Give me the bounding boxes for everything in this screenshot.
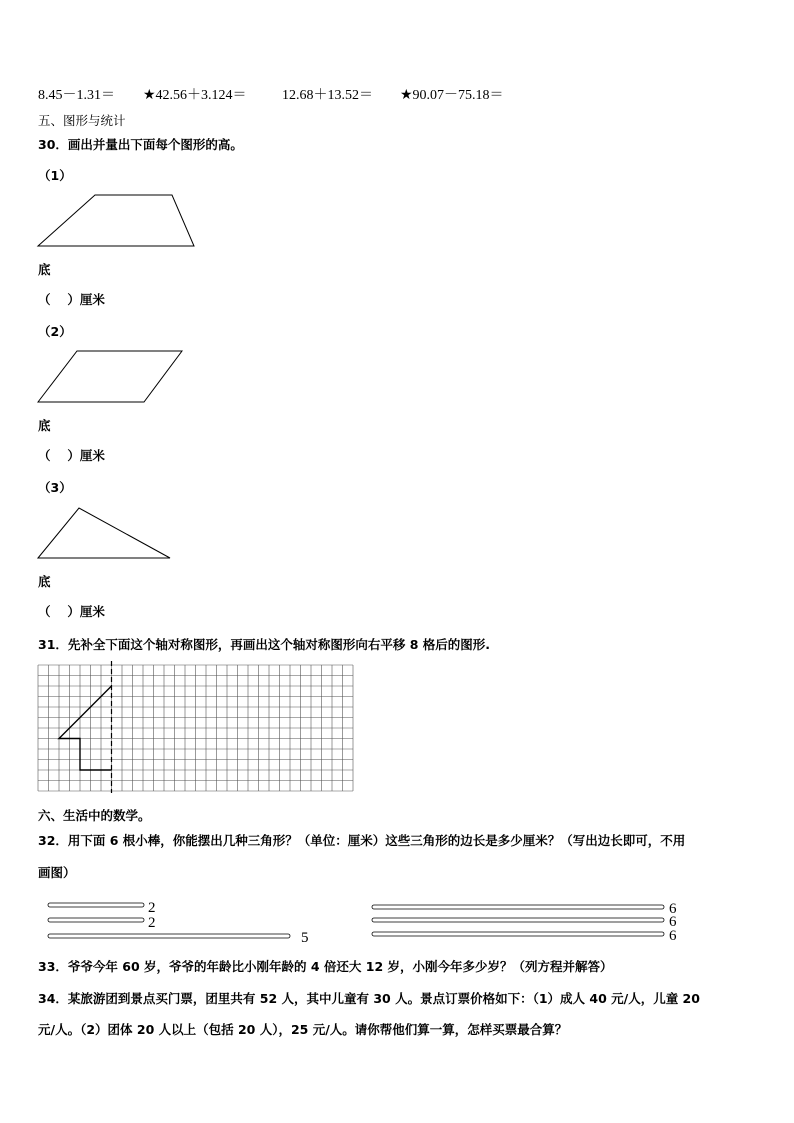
section-five-heading: 五、图形与统计 xyxy=(38,113,126,128)
stick-label-2a: 2 xyxy=(148,900,156,916)
q30-part2-answer[interactable]: （ ）厘米 xyxy=(38,448,105,463)
calc-item-4: ★90.07－75.18＝ xyxy=(400,88,504,103)
stick-label-6a: 6 xyxy=(669,901,677,917)
stick-label-6b: 6 xyxy=(669,914,677,930)
calc-item-3: 12.68＋13.52＝ xyxy=(282,88,373,103)
calc-item-2: ★42.56＋3.124＝ xyxy=(143,88,247,103)
calc-item-1: 8.45－1.31＝ xyxy=(38,88,115,103)
stick-label-5: 5 xyxy=(301,930,309,946)
q30-part1-answer[interactable]: （ ）厘米 xyxy=(38,292,105,307)
q30-prompt: 30．画出并量出下面每个图形的高。 xyxy=(38,137,243,152)
q30-part1-label: （1） xyxy=(38,168,72,183)
q34-line2: 元/人。（2）团体 20 人以上（包括 20 人），25 元/人。请你帮他们算一算，怎样买票最合算？ xyxy=(38,1022,568,1037)
q30-part1-base: 底 xyxy=(38,262,51,277)
q30-part3-answer[interactable]: （ ）厘米 xyxy=(38,604,105,619)
q31-prompt: 31．先补全下面这个轴对称图形，再画出这个轴对称图形向右平移 8 格后的图形. xyxy=(38,637,491,652)
stick-label-2b: 2 xyxy=(148,915,156,931)
q30-part2-base: 底 xyxy=(38,418,51,433)
q33-prompt: 33．爷爷今年 60 岁，爷爷的年龄比小刚年龄的 4 倍还大 12 岁，小刚今年多少岁？（列方程并解答） xyxy=(38,959,613,974)
stick-2a xyxy=(48,903,144,907)
q30-part2-label: （2） xyxy=(38,324,72,339)
q30-part3-label: （3） xyxy=(38,480,72,495)
q34-line1: 34．某旅游团到景点买门票，团里共有 52 人，其中儿童有 30 人。景点订票价格如下：（1）成人 40 元/人，儿童 20 xyxy=(38,991,700,1006)
section-six-heading: 六、生活中的数学。 xyxy=(38,808,151,823)
stick-5 xyxy=(48,934,290,938)
q32-prompt-line1: 32．用下面 6 根小棒，你能摆出几种三角形？（单位：厘米）这些三角形的边长是多少厘米？（写出边长即可，不用 xyxy=(38,833,686,848)
stick-6b xyxy=(372,918,664,922)
stick-6a xyxy=(372,905,664,909)
stick-6c xyxy=(372,932,664,936)
q30-part3-base: 底 xyxy=(38,574,51,589)
stick-label-6c: 6 xyxy=(669,928,677,944)
q32-prompt-line2: 画图） xyxy=(38,865,76,880)
stick-2b xyxy=(48,918,144,922)
